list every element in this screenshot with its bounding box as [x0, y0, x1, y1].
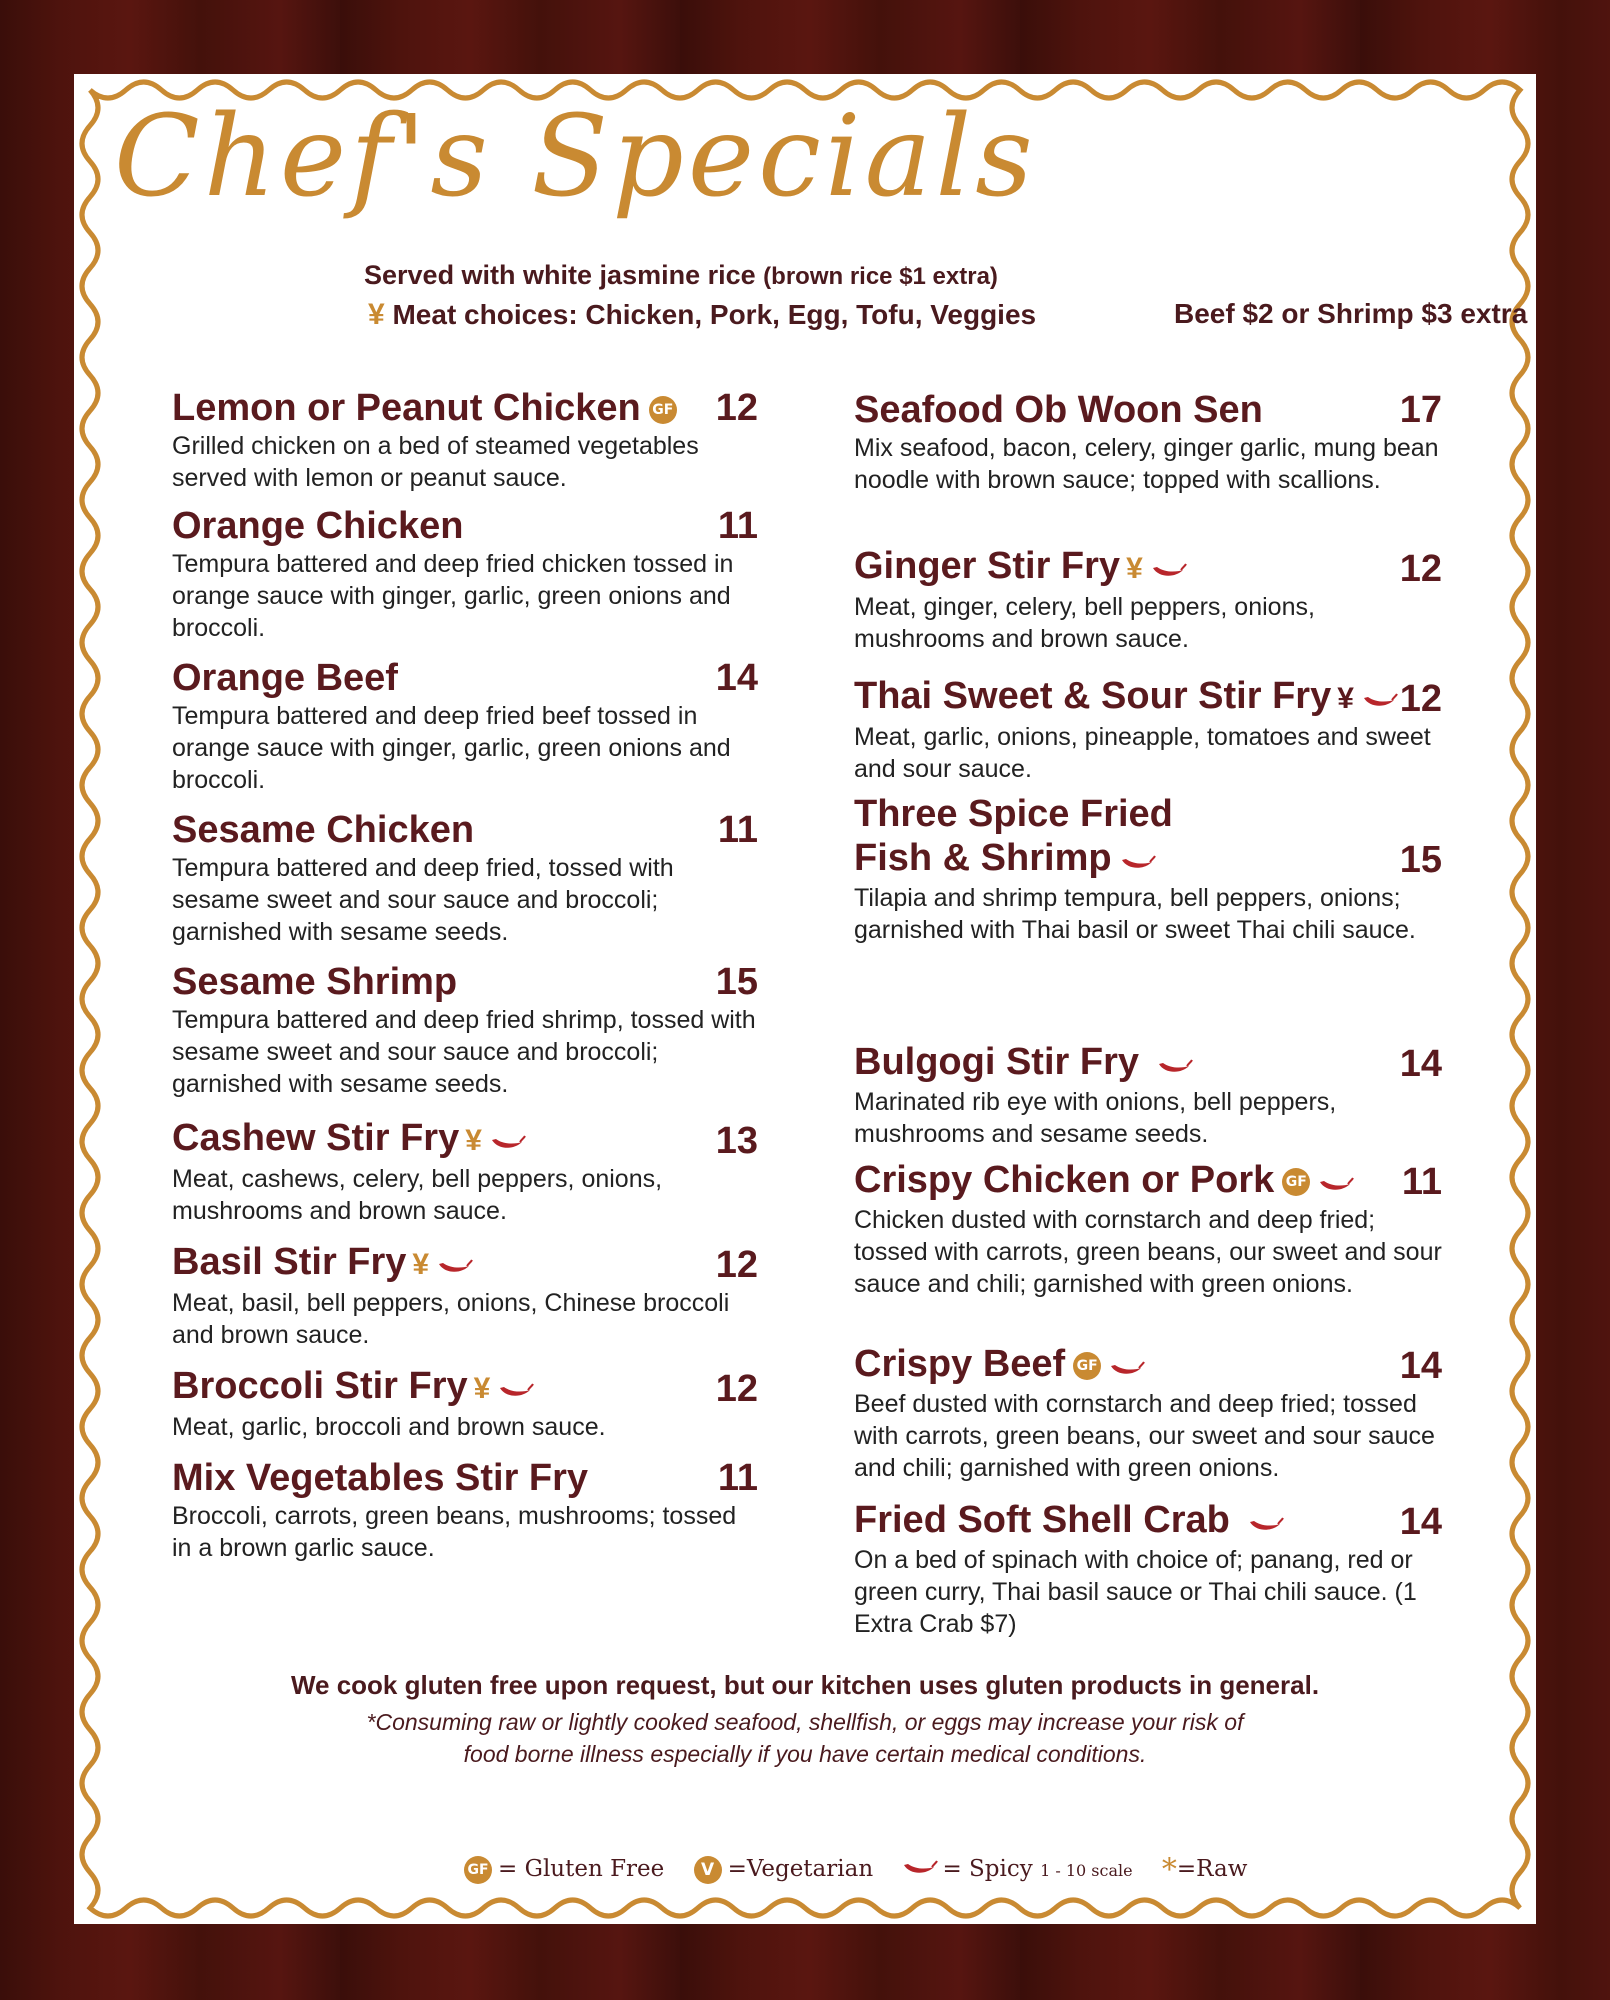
yen-symbol: ¥ — [1337, 682, 1354, 715]
item-price: 17 — [1399, 389, 1442, 431]
chili-pepper-icon — [1248, 1500, 1284, 1544]
page-title: Chef's Specials — [114, 92, 1037, 222]
chili-pepper-icon — [1109, 1344, 1145, 1388]
chili-pepper-icon — [490, 1118, 526, 1162]
item-description: Chicken dusted with cornstarch and deep fried; tossed with carrots, green beans, our sweet and sour sauce and chili; garnished with green onions. — [854, 1205, 1442, 1298]
legend-raw-label: =Raw — [1176, 1855, 1248, 1882]
yen-symbol: ¥ — [1126, 552, 1143, 585]
item-description: Tempura battered and deep fried chicken tossed in orange sauce with ginger, garlic, green onions and broccoli. — [172, 550, 734, 642]
gluten-notice: We cook gluten free upon request, but our kitchen uses gluten products in general. — [290, 1670, 1320, 1700]
item-name-line1: Three Spice Fried — [854, 793, 1173, 835]
item-name: Sesame Chicken — [172, 809, 475, 851]
item-description: Tilapia and shrimp tempura, bell peppers, onions; garnished with Thai basil or sweet Thai chili sauce. — [854, 883, 1416, 944]
item-name: Sesame Shrimp — [172, 961, 458, 1003]
menu-item — [172, 386, 758, 494]
menu-page — [74, 74, 1536, 1924]
item-name: Lemon or Peanut Chicken — [172, 387, 641, 429]
legend-spicy-scale: 1 - 10 scale — [1040, 1860, 1133, 1880]
item-description: Broccoli, carrots, green beans, mushrooms; tossed in a brown garlic sauce. — [172, 1502, 737, 1562]
item-description: Tempura battered and deep fried, tossed with sesame sweet and sour sauce and broccoli; garnished with sesame seeds. — [172, 854, 674, 946]
yen-symbol: ¥ — [465, 1124, 482, 1157]
item-description: Mix seafood, bacon, celery, ginger garlic, mung bean noodle with brown sauce; topped with scallions. — [854, 434, 1439, 494]
menu-item — [172, 1364, 758, 1443]
menu-item — [172, 656, 758, 796]
vegetarian-icon: V — [694, 1856, 722, 1884]
item-name: Crispy Beef — [854, 1343, 1066, 1385]
item-price: 12 — [715, 387, 758, 429]
meat-choices-text — [362, 298, 1542, 332]
menu-item — [854, 1498, 1442, 1640]
item-price: 11 — [717, 505, 758, 547]
raw-food-warning — [74, 1706, 1536, 1770]
legend-v-label: =Vegetarian — [727, 1855, 874, 1882]
item-price: 12 — [1399, 678, 1442, 720]
item-description: Meat, cashews, celery, bell peppers, onions, mushrooms and brown sauce. — [172, 1165, 663, 1225]
item-price: 11 — [1401, 1160, 1442, 1203]
yen-symbol: ¥ — [368, 298, 385, 331]
legend-raw — [1161, 1852, 1248, 1887]
item-price: 14 — [1399, 1344, 1442, 1387]
meat-extra: Beef $2 or Shrimp $3 extra — [1174, 298, 1528, 329]
chili-pepper-icon — [1362, 676, 1398, 720]
chili-pepper-icon — [1318, 1160, 1354, 1204]
item-description: Tempura battered and deep fried beef tossed in orange sauce with ginger, garlic, green onions and broccoli. — [172, 702, 731, 794]
chili-pepper-icon — [498, 1366, 534, 1410]
asterisk-icon: * — [1161, 1852, 1177, 1887]
item-name: Basil Stir Fry — [172, 1241, 407, 1283]
item-description: Meat, basil, bell peppers, onions, Chinese broccoli and brown sauce. — [172, 1289, 730, 1349]
chili-pepper-icon — [1157, 1042, 1193, 1086]
item-name-line2: Fish & Shrimp — [854, 837, 1112, 879]
item-name: Orange Beef — [172, 657, 398, 699]
item-price: 14 — [1399, 1500, 1442, 1543]
chili-pepper-icon — [437, 1242, 473, 1286]
raw-warning-line2: food borne illness especially if you have certain medical conditions. — [463, 1741, 1147, 1767]
chili-pepper-icon — [902, 1857, 938, 1883]
brown-rice-note: (brown rice $1 extra) — [763, 263, 998, 290]
item-name: Seafood Ob Woon Sen — [854, 389, 1263, 431]
served-with-text — [364, 260, 998, 291]
item-price: 14 — [1399, 1042, 1442, 1085]
meat-choices: Meat choices: Chicken, Pork, Egg, Tofu, Veggies — [392, 299, 1037, 330]
chili-pepper-icon — [1120, 838, 1156, 882]
menu-item — [854, 792, 1442, 946]
item-description: Meat, garlic, onions, pineapple, tomatoes and sweet and sour sauce. — [854, 723, 1431, 783]
item-name: Orange Chicken — [172, 505, 464, 547]
legend-vegetarian — [694, 1856, 874, 1882]
item-description: Marinated rib eye with onions, bell peppers, mushrooms and sesame seeds. — [854, 1087, 1337, 1148]
gluten-free-icon: GF — [649, 396, 677, 424]
item-price: 12 — [1399, 548, 1442, 590]
item-description: Meat, ginger, celery, bell peppers, onions, mushrooms and brown sauce. — [854, 593, 1315, 653]
menu-item — [854, 1342, 1442, 1484]
item-price: 12 — [715, 1244, 758, 1286]
item-description: On a bed of spinach with choice of; panang, red or green curry, Thai basil sauce or Thai chili sauce. (1 Extra Crab $7) — [854, 1545, 1417, 1638]
menu-item — [172, 504, 758, 644]
item-description: Beef dusted with cornstarch and deep fried; tossed with carrots, green beans, our sweet and sour sauce and chili; garnished with green onions. — [854, 1389, 1435, 1482]
raw-warning-line1: *Consuming raw or lightly cooked seafood, shellfish, or eggs may increase your risk of — [366, 1709, 1244, 1735]
menu-item — [172, 808, 758, 948]
item-price: 14 — [715, 657, 758, 699]
yen-symbol: ¥ — [412, 1248, 430, 1281]
item-description: Grilled chicken on a bed of steamed vegetables served with lemon or peanut sauce. — [172, 432, 699, 492]
item-price: 11 — [717, 1457, 758, 1499]
menu-item — [854, 674, 1442, 785]
menu-item — [172, 960, 758, 1100]
item-description: Tempura battered and deep fried shrimp, tossed with sesame sweet and sour sauce and broccoli; garnished with sesame seeds. — [172, 1006, 756, 1098]
item-price: 11 — [717, 809, 758, 851]
item-price: 13 — [715, 1120, 758, 1162]
menu-item — [854, 544, 1442, 655]
gluten-free-icon: GF — [1073, 1352, 1101, 1380]
item-name: Mix Vegetables Stir Fry — [172, 1457, 589, 1499]
menu-item — [172, 1456, 758, 1564]
served-main: Served with white jasmine rice — [364, 260, 756, 290]
item-name: Cashew Stir Fry — [172, 1117, 460, 1159]
legend-gf-label: = Gluten Free — [498, 1855, 665, 1882]
item-name: Thai Sweet & Sour Stir Fry — [854, 675, 1332, 717]
item-name: Bulgogi Stir Fry — [854, 1041, 1139, 1083]
menu-item — [172, 1240, 758, 1351]
menu-item — [854, 388, 1442, 496]
item-price: 15 — [1399, 838, 1442, 881]
item-name: Crispy Chicken or Pork — [854, 1159, 1275, 1201]
legend-gluten-free — [464, 1856, 664, 1882]
chili-pepper-icon — [1151, 546, 1187, 590]
item-name: Ginger Stir Fry — [854, 545, 1121, 587]
legend-spicy-label: = Spicy — [942, 1855, 1033, 1882]
menu-item — [854, 1158, 1442, 1300]
legend — [464, 1852, 1269, 1888]
menu-item — [172, 1116, 758, 1227]
item-price: 12 — [715, 1368, 758, 1410]
gluten-free-icon: GF — [1282, 1168, 1310, 1196]
menu-item — [854, 1040, 1442, 1150]
yen-symbol: ¥ — [473, 1372, 491, 1405]
item-name: Broccoli Stir Fry — [172, 1365, 468, 1407]
item-price: 15 — [715, 961, 758, 1003]
item-name: Fried Soft Shell Crab — [854, 1499, 1230, 1541]
legend-spicy — [902, 1856, 1132, 1882]
item-description: Meat, garlic, broccoli and brown sauce. — [172, 1413, 606, 1441]
gluten-free-icon: GF — [464, 1856, 492, 1884]
